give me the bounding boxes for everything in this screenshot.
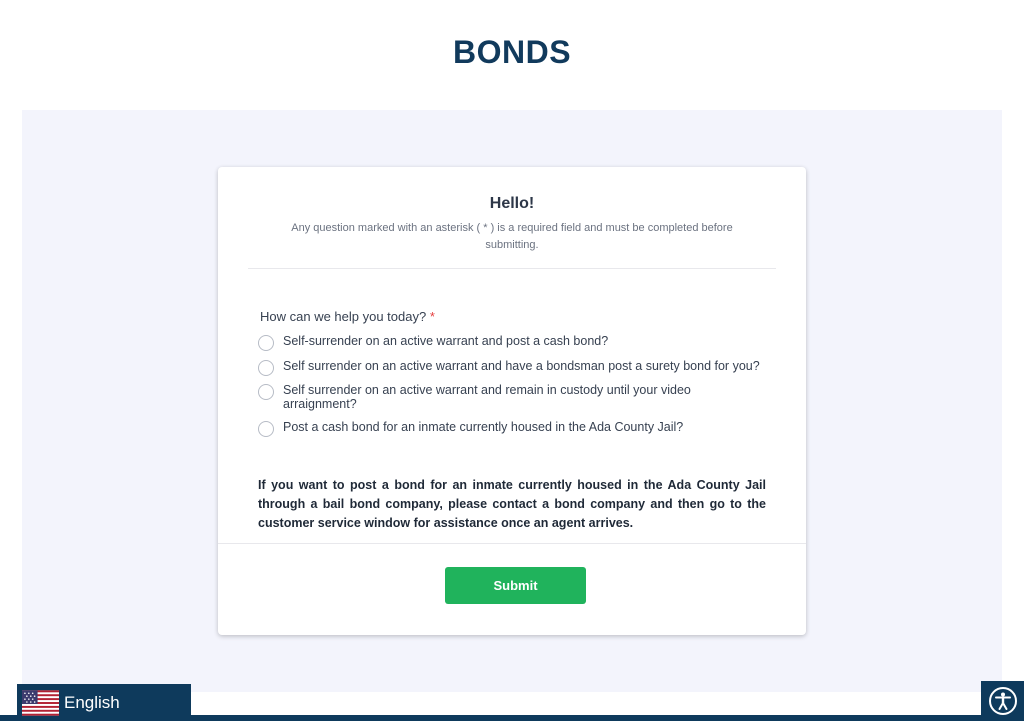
- radio-button[interactable]: [258, 360, 274, 376]
- footer-divider: [218, 543, 806, 544]
- bond-form-card: [218, 167, 806, 635]
- language-label: English: [64, 692, 120, 712]
- option-surety-bond-self-surrender[interactable]: [258, 359, 763, 376]
- page-title: BONDS: [452, 34, 572, 70]
- radio-button[interactable]: [258, 335, 274, 351]
- required-asterisk: *: [429, 309, 435, 324]
- option-label: Self surrender on an active warrant and have a bondsman post a surety bond for you?: [283, 359, 760, 373]
- option-label: Post a cash bond for an inmate currently housed in the Ada County Jail?: [283, 420, 684, 434]
- question-label: [260, 309, 435, 324]
- option-label: Self surrender on an active warrant and remain in custody until your video arraignment?: [283, 383, 691, 411]
- header-divider: [248, 268, 776, 269]
- radio-button[interactable]: [258, 421, 274, 437]
- required-field-note: Any question marked with an asterisk ( * ) is a required field and must be completed before submitting.: [291, 222, 733, 251]
- option-cash-bond-self-surrender[interactable]: [258, 334, 763, 351]
- language-selector[interactable]: [17, 684, 191, 721]
- question-text: How can we help you today?: [260, 309, 427, 324]
- option-remain-in-custody[interactable]: [258, 383, 763, 411]
- accessibility-icon: [988, 686, 1018, 716]
- option-label: Self-surrender on an active warrant and post a cash bond?: [283, 334, 609, 348]
- form-greeting: Hello!: [489, 195, 535, 212]
- us-flag-icon: [22, 690, 59, 716]
- bail-bond-info-text: If you want to post a bond for an inmate currently housed in the Ada County Jail through a bail bond company, please contact a bond company and then go to the customer service window for assistance once an agent arrives.: [258, 478, 766, 530]
- option-cash-bond-inmate[interactable]: [258, 420, 763, 437]
- submit-button[interactable]: Submit: [445, 567, 586, 604]
- accessibility-button[interactable]: [981, 681, 1024, 721]
- radio-button[interactable]: [258, 384, 274, 400]
